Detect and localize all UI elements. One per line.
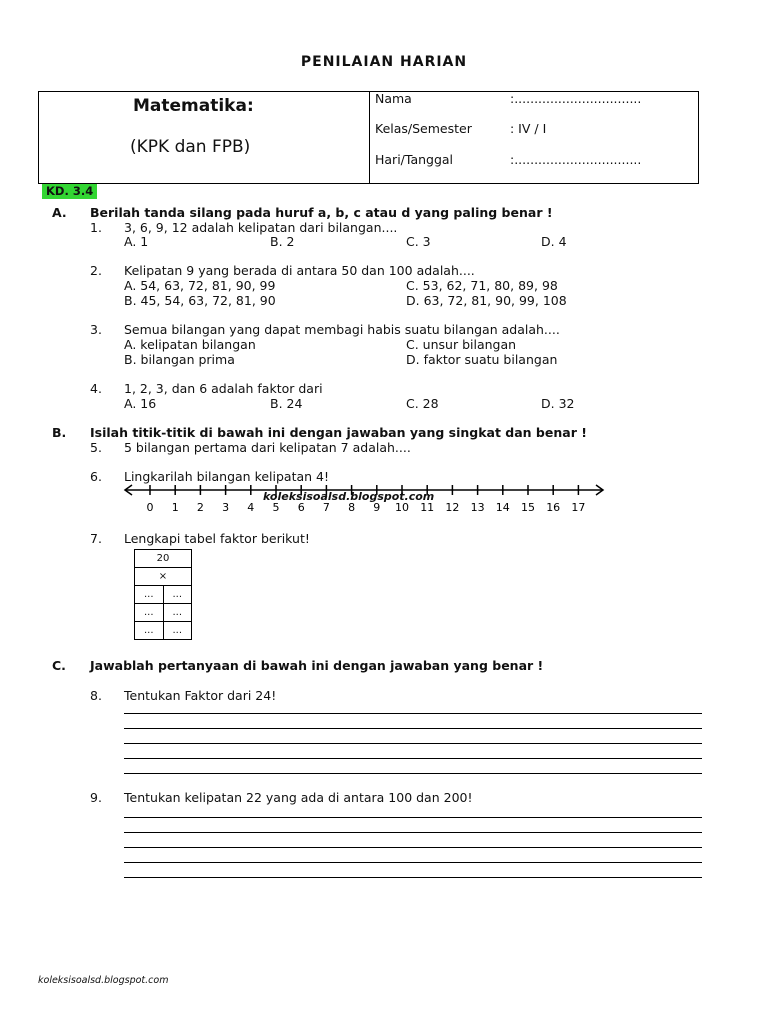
factor-cell[interactable]: ... — [163, 604, 192, 622]
section-b-instruction: Isilah titik-titik di bawah ini dengan jawaban yang singkat dan benar ! — [90, 425, 587, 440]
number-line-label[interactable]: 2 — [196, 501, 204, 514]
answer-line[interactable] — [124, 877, 702, 878]
number-line-label[interactable]: 12 — [445, 501, 460, 514]
option-d[interactable]: D. 32 — [541, 396, 575, 411]
option-b[interactable]: B. bilangan prima — [124, 352, 235, 367]
factor-cell[interactable]: ... — [135, 604, 164, 622]
number-line-label[interactable]: 14 — [495, 501, 510, 514]
question-number: 8. — [90, 688, 102, 703]
option-a[interactable]: A. 1 — [124, 234, 149, 249]
field-label-kelas: Kelas/Semester — [375, 121, 472, 136]
page-title: PENILAIAN HARIAN — [300, 54, 468, 70]
question-number: 6. — [90, 469, 102, 484]
factor-table-number: 20 — [135, 550, 192, 568]
option-b[interactable]: B. 2 — [270, 234, 295, 249]
factor-cell[interactable]: ... — [135, 622, 164, 640]
subject-title: Matematika: — [133, 96, 254, 116]
question-text: Semua bilangan yang dapat membagi habis suatu bilangan adalah.... — [124, 322, 560, 337]
number-line-label[interactable]: 4 — [247, 501, 255, 514]
number-line-label[interactable]: 13 — [470, 501, 485, 514]
field-label-hari: Hari/Tanggal — [375, 152, 454, 167]
answer-line[interactable] — [124, 728, 702, 729]
question-text: Tentukan Faktor dari 24! — [124, 688, 277, 703]
answer-line[interactable] — [124, 713, 702, 714]
option-d[interactable]: D. 4 — [541, 234, 567, 249]
factor-table — [134, 549, 192, 640]
factor-cell[interactable]: ... — [163, 586, 192, 604]
answer-line[interactable] — [124, 832, 702, 833]
field-value-kelas: : IV / I — [510, 121, 547, 136]
question-number: 4. — [90, 381, 102, 396]
number-line-label[interactable]: 5 — [272, 501, 280, 514]
option-b[interactable]: B. 24 — [270, 396, 303, 411]
question-number: 2. — [90, 263, 102, 278]
section-a-letter: A. — [52, 205, 67, 220]
section-b-letter: B. — [52, 425, 67, 440]
footer-url: koleksisoalsd.blogspot.com — [38, 975, 169, 986]
question-text: 1, 2, 3, dan 6 adalah faktor dari — [124, 381, 323, 396]
factor-cell[interactable]: ... — [135, 586, 164, 604]
option-c[interactable]: C. unsur bilangan — [406, 337, 517, 352]
watermark: koleksisoalsd.blogspot.com — [263, 490, 435, 503]
answer-line[interactable] — [124, 743, 702, 744]
option-c[interactable]: C. 28 — [406, 396, 439, 411]
option-b[interactable]: B. 45, 54, 63, 72, 81, 90 — [124, 293, 276, 308]
question-number: 7. — [90, 531, 102, 546]
question-number: 1. — [90, 220, 102, 235]
question-text: Kelipatan 9 yang berada di antara 50 dan 100 adalah.... — [124, 263, 475, 278]
option-a[interactable]: A. kelipatan bilangan — [124, 337, 256, 352]
section-a-instruction: Berilah tanda silang pada huruf a, b, c atau d yang paling benar ! — [90, 205, 553, 220]
field-value-hari[interactable]: :................................ — [510, 152, 642, 167]
option-d[interactable]: D. faktor suatu bilangan — [406, 352, 558, 367]
question-text: 5 bilangan pertama dari kelipatan 7 adalah.... — [124, 440, 411, 455]
question-number: 9. — [90, 790, 102, 805]
kd-badge: KD. 3.4 — [42, 184, 97, 199]
topic-title: (KPK dan FPB) — [130, 137, 251, 157]
option-a[interactable]: A. 54, 63, 72, 81, 90, 99 — [124, 278, 276, 293]
number-line-label[interactable]: 10 — [395, 501, 409, 514]
option-c[interactable]: C. 53, 62, 71, 80, 89, 98 — [406, 278, 558, 293]
number-line-label[interactable]: 17 — [571, 501, 586, 514]
question-text: Tentukan kelipatan 22 yang ada di antara 100 dan 200! — [124, 790, 473, 805]
number-line-label[interactable]: 1 — [171, 501, 179, 514]
answer-line[interactable] — [124, 773, 702, 774]
factor-table-operator: × — [135, 568, 192, 586]
number-line-label[interactable]: 9 — [373, 501, 381, 514]
answer-line[interactable] — [124, 817, 702, 818]
option-a[interactable]: A. 16 — [124, 396, 157, 411]
answer-line[interactable] — [124, 862, 702, 863]
answer-line[interactable] — [124, 758, 702, 759]
number-line-label[interactable]: 15 — [521, 501, 535, 514]
number-line-label[interactable]: 0 — [146, 501, 154, 514]
number-line-label[interactable]: 11 — [420, 501, 435, 514]
question-number: 5. — [90, 440, 102, 455]
number-line-label[interactable]: 16 — [546, 501, 561, 514]
section-c-instruction: Jawablah pertanyaan di bawah ini dengan jawaban yang benar ! — [90, 658, 544, 673]
question-text: 3, 6, 9, 12 adalah kelipatan dari bilangan.... — [124, 220, 398, 235]
number-line-label[interactable]: 7 — [322, 501, 330, 514]
option-d[interactable]: D. 63, 72, 81, 90, 99, 108 — [406, 293, 567, 308]
field-value-nama[interactable]: :................................ — [510, 91, 642, 106]
field-label-nama: Nama — [375, 91, 412, 106]
number-line-label[interactable]: 8 — [348, 501, 356, 514]
answer-line[interactable] — [124, 847, 702, 848]
section-c-letter: C. — [52, 658, 66, 673]
option-c[interactable]: C. 3 — [406, 234, 431, 249]
question-number: 3. — [90, 322, 102, 337]
question-text: Lengkapi tabel faktor berikut! — [124, 531, 310, 546]
number-line-label[interactable]: 3 — [222, 501, 230, 514]
header-divider — [369, 91, 370, 184]
question-text: Lingkarilah bilangan kelipatan 4! — [124, 469, 330, 484]
factor-cell[interactable]: ... — [163, 622, 192, 640]
number-line-label[interactable]: 6 — [297, 501, 305, 514]
